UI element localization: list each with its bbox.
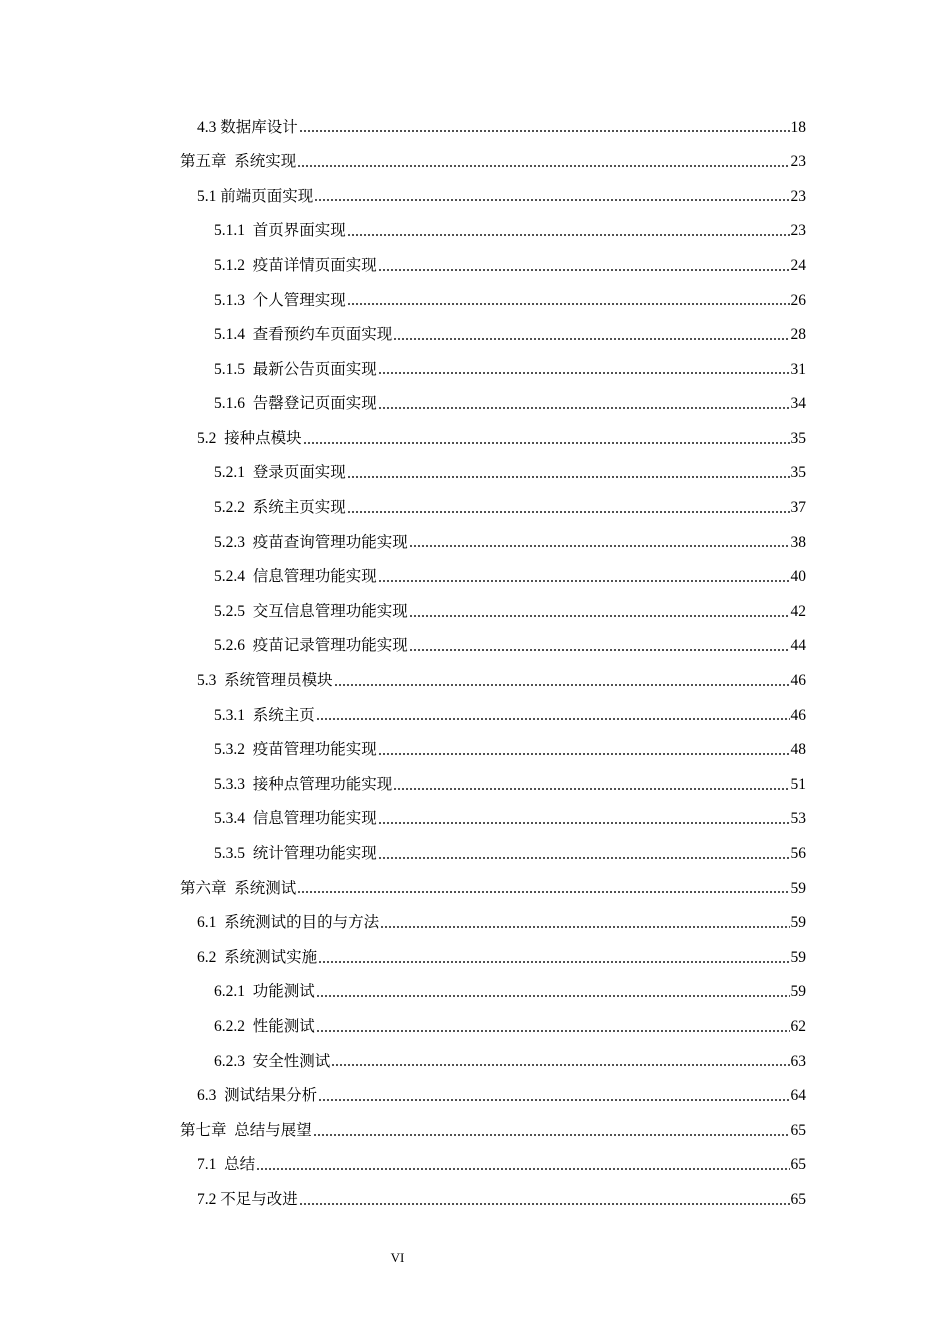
- toc-entry-title: 6.2.1 功能测试: [214, 983, 315, 1001]
- toc-entry[interactable]: [0, 767, 806, 802]
- toc-dot-leader: [299, 1201, 790, 1207]
- toc-dot-leader: [316, 993, 790, 999]
- toc-entry-page-number: 35: [790, 429, 806, 447]
- toc-entry-title: 5.2 接种点模块: [197, 429, 302, 447]
- toc-entry-title: 7.1 总结: [197, 1156, 256, 1174]
- toc-entry-title: 5.2.5 交互信息管理功能实现: [214, 602, 408, 620]
- toc-dot-leader: [378, 370, 790, 376]
- toc-entry-title: 5.1.6 告罄登记页面实现: [214, 395, 377, 413]
- toc-entry[interactable]: [0, 906, 806, 941]
- toc-dot-leader: [256, 1166, 789, 1172]
- toc-entry-title: 5.1.1 首页界面实现: [214, 222, 346, 240]
- toc-entry-title: 4.3 数据库设计: [197, 118, 298, 136]
- toc-dot-leader: [378, 578, 790, 584]
- toc-dot-leader: [299, 128, 790, 134]
- toc-entry[interactable]: [0, 145, 806, 180]
- toc-entry-title: 第六章 系统测试: [180, 879, 297, 897]
- toc-dot-leader: [347, 474, 790, 480]
- toc-entry-page-number: 59: [790, 948, 806, 966]
- toc-entry[interactable]: [0, 940, 806, 975]
- toc-entry-title: 6.2.2 性能测试: [214, 1017, 315, 1035]
- toc-entry-page-number: 23: [790, 187, 806, 205]
- toc-entry-page-number: 53: [790, 810, 806, 828]
- toc-entry[interactable]: [0, 1182, 806, 1217]
- toc-entry-title: 6.1 系统测试的目的与方法: [197, 914, 380, 932]
- toc-dot-leader: [409, 543, 790, 549]
- toc-entry-page-number: 59: [790, 914, 806, 932]
- toc-dot-leader: [378, 855, 790, 861]
- toc-entry[interactable]: [0, 1009, 806, 1044]
- toc-entry-title: 5.1.5 最新公告页面实现: [214, 360, 377, 378]
- toc-entry-page-number: 26: [790, 291, 806, 309]
- toc-entry-title: 5.3.3 接种点管理功能实现: [214, 775, 393, 793]
- toc-entry[interactable]: [0, 802, 806, 837]
- toc-entry[interactable]: [0, 525, 806, 560]
- toc-entry-page-number: 18: [790, 118, 806, 136]
- toc-dot-leader: [318, 959, 789, 965]
- toc-dot-leader: [378, 820, 790, 826]
- toc-entry[interactable]: [0, 1113, 806, 1148]
- toc-entry[interactable]: [0, 421, 806, 456]
- toc-dot-leader: [380, 924, 789, 930]
- toc-entry[interactable]: [0, 975, 806, 1010]
- toc-entry-title: 第七章 总结与展望: [180, 1121, 312, 1139]
- toc-entry[interactable]: [0, 387, 806, 422]
- toc-entry[interactable]: [0, 836, 806, 871]
- toc-entry[interactable]: [0, 1044, 806, 1079]
- toc-entry-title: 7.2 不足与改进: [197, 1190, 298, 1208]
- toc-entry-title: 6.2 系统测试实施: [197, 948, 318, 966]
- toc-entry-title: 5.3 系统管理员模块: [197, 672, 333, 690]
- toc-entry[interactable]: [0, 560, 806, 595]
- toc-entry-title: 5.1 前端页面实现: [197, 187, 314, 205]
- toc-dot-leader: [378, 267, 790, 273]
- toc-dot-leader: [347, 509, 790, 515]
- toc-entry[interactable]: [0, 1079, 806, 1114]
- toc-entry-page-number: 59: [790, 879, 806, 897]
- toc-entry-page-number: 59: [790, 983, 806, 1001]
- toc-entry-title: 5.3.5 统计管理功能实现: [214, 845, 377, 863]
- toc-dot-leader: [347, 301, 790, 307]
- toc-entry-page-number: 65: [790, 1121, 806, 1139]
- toc-entry[interactable]: [0, 110, 806, 145]
- toc-dot-leader: [393, 336, 789, 342]
- toc-entry-page-number: 46: [790, 672, 806, 690]
- toc-entry[interactable]: [0, 629, 806, 664]
- toc-dot-leader: [393, 786, 789, 792]
- toc-entry[interactable]: [0, 594, 806, 629]
- toc-entry-title: 第五章 系统实现: [180, 153, 297, 171]
- toc-dot-leader: [313, 1132, 790, 1138]
- toc-entry-page-number: 31: [790, 360, 806, 378]
- toc-dot-leader: [378, 751, 790, 757]
- toc-entry-title: 5.3.4 信息管理功能实现: [214, 810, 377, 828]
- toc-dot-leader: [303, 440, 790, 446]
- toc-entry-title: 5.2.6 疫苗记录管理功能实现: [214, 637, 408, 655]
- toc-entry-page-number: 65: [790, 1190, 806, 1208]
- table-of-contents: [0, 110, 950, 1217]
- toc-entry-page-number: 64: [790, 1087, 806, 1105]
- page-number: VI: [390, 1250, 405, 1265]
- toc-entry-title: 5.1.2 疫苗详情页面实现: [214, 256, 377, 274]
- toc-entry[interactable]: [0, 456, 806, 491]
- toc-entry-page-number: 38: [790, 533, 806, 551]
- toc-entry[interactable]: [0, 283, 806, 318]
- toc-entry[interactable]: [0, 214, 806, 249]
- toc-dot-leader: [331, 1062, 789, 1068]
- toc-entry[interactable]: [0, 318, 806, 353]
- toc-entry-title: 6.3 测试结果分析: [197, 1087, 318, 1105]
- toc-entry-page-number: 34: [790, 395, 806, 413]
- toc-dot-leader: [316, 1028, 790, 1034]
- toc-dot-leader: [378, 405, 790, 411]
- toc-dot-leader: [316, 716, 790, 722]
- toc-entry-page-number: 35: [790, 464, 806, 482]
- toc-entry[interactable]: [0, 664, 806, 699]
- toc-entry-page-number: 40: [790, 568, 806, 586]
- toc-entry-page-number: 28: [790, 326, 806, 344]
- toc-entry-page-number: 23: [790, 153, 806, 171]
- toc-entry[interactable]: [0, 491, 806, 526]
- toc-dot-leader: [297, 889, 789, 895]
- toc-entry-title: 5.2.1 登录页面实现: [214, 464, 346, 482]
- toc-entry[interactable]: [0, 248, 806, 283]
- toc-entry-title: 5.3.1 系统主页: [214, 706, 315, 724]
- toc-dot-leader: [314, 197, 789, 203]
- toc-entry-page-number: 51: [790, 775, 806, 793]
- toc-entry[interactable]: [0, 733, 806, 768]
- toc-entry-page-number: 63: [790, 1052, 806, 1070]
- toc-entry-title: 5.1.3 个人管理实现: [214, 291, 346, 309]
- toc-entry[interactable]: [0, 352, 806, 387]
- toc-entry-title: 5.2.2 系统主页实现: [214, 499, 346, 517]
- toc-dot-leader: [334, 682, 790, 688]
- toc-dot-leader: [409, 647, 790, 653]
- toc-entry-page-number: 37: [790, 499, 806, 517]
- toc-entry-title: 5.2.4 信息管理功能实现: [214, 568, 377, 586]
- toc-entry[interactable]: [0, 871, 806, 906]
- toc-entry-page-number: 46: [790, 706, 806, 724]
- toc-entry-page-number: 62: [790, 1017, 806, 1035]
- toc-entry-page-number: 56: [790, 845, 806, 863]
- toc-entry-title: 5.1.4 查看预约车页面实现: [214, 326, 393, 344]
- toc-entry-title: 5.3.2 疫苗管理功能实现: [214, 741, 377, 759]
- toc-dot-leader: [318, 1097, 789, 1103]
- toc-dot-leader: [297, 163, 789, 169]
- toc-entry-page-number: 24: [790, 256, 806, 274]
- toc-entry-page-number: 65: [790, 1156, 806, 1174]
- toc-entry-page-number: 44: [790, 637, 806, 655]
- toc-entry-page-number: 23: [790, 222, 806, 240]
- toc-entry-title: 6.2.3 安全性测试: [214, 1052, 331, 1070]
- toc-entry[interactable]: [0, 698, 806, 733]
- toc-entry[interactable]: [0, 179, 806, 214]
- toc-entry-title: 5.2.3 疫苗查询管理功能实现: [214, 533, 408, 551]
- toc-entry-page-number: 42: [790, 602, 806, 620]
- toc-entry-page-number: 48: [790, 741, 806, 759]
- toc-dot-leader: [347, 232, 790, 238]
- toc-entry[interactable]: [0, 1148, 806, 1183]
- toc-dot-leader: [409, 613, 790, 619]
